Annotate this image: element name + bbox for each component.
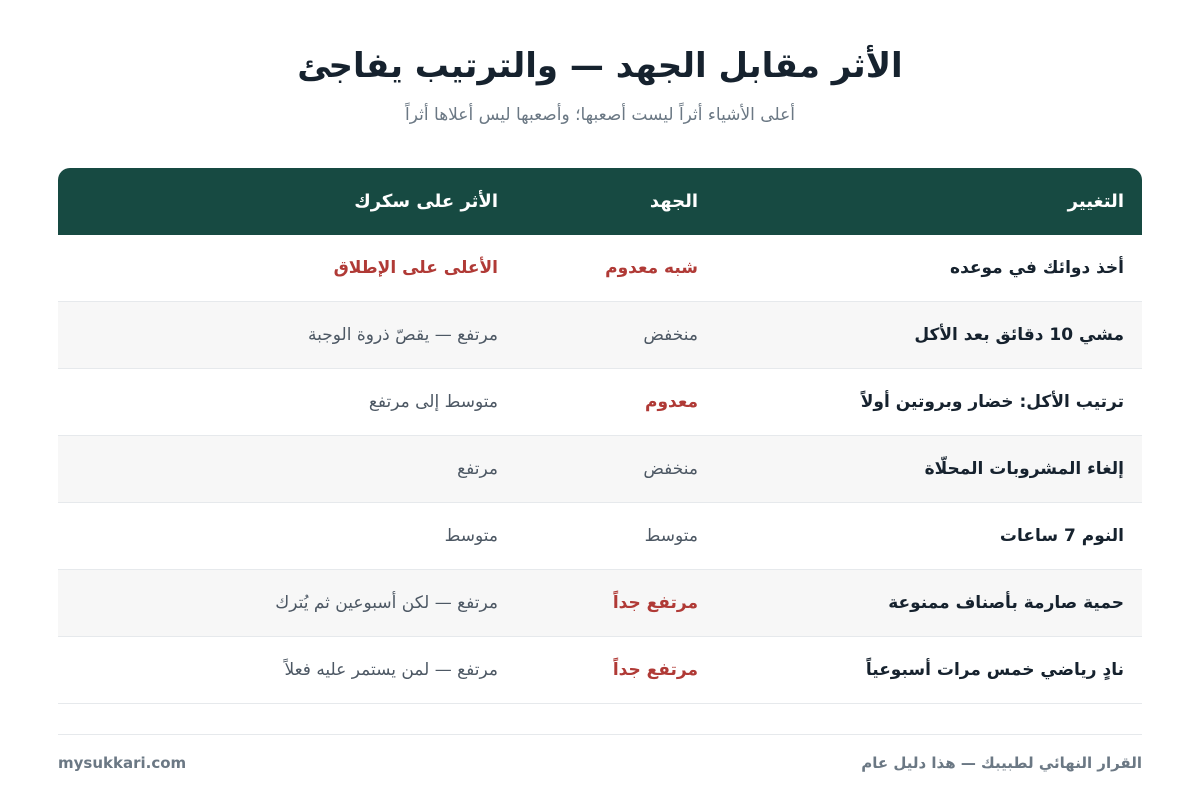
effort-cell: مرتفع جداً (612, 593, 698, 613)
effort-cell: منخفض (643, 459, 698, 479)
table-header-row (58, 168, 1142, 235)
table-row (58, 436, 1142, 503)
impact-cell: مرتفع — لمن يستمر عليه فعلاً (284, 660, 498, 680)
table-row (58, 503, 1142, 570)
effort-cell: متوسط (644, 526, 698, 546)
impact-cell: مرتفع — يقصّ ذروة الوجبة (308, 325, 498, 345)
impact-cell: الأعلى على الإطلاق (333, 258, 498, 278)
page-title: الأثر مقابل الجهد — والترتيب يفاجئ (297, 46, 903, 86)
table-row (58, 570, 1142, 637)
footer-site-link[interactable]: mysukkari.com (58, 754, 187, 772)
change-cell: إلغاء المشروبات المحلّاة (924, 459, 1124, 479)
page-header (0, 42, 1200, 128)
impact-cell: مرتفع (457, 459, 498, 479)
footer-divider (58, 734, 1142, 735)
effort-cell: معدوم (645, 392, 698, 412)
column-header-effort: الجهد (649, 190, 698, 212)
comparison-table (58, 168, 1142, 704)
footer-disclaimer: القرار النهائي لطبيبك — هذا دليل عام (861, 754, 1142, 772)
impact-cell: متوسط (444, 526, 498, 546)
impact-cell: متوسط إلى مرتفع (368, 392, 498, 412)
table-row (58, 369, 1142, 436)
effort-cell: منخفض (643, 325, 698, 345)
change-cell: أخذ دوائك في موعده (950, 258, 1124, 278)
page-subtitle: أعلى الأشياء أثراً ليست أصعبها؛ وأصعبها ليس أعلاها أثراً (405, 105, 795, 125)
table-row (58, 637, 1142, 704)
change-cell: مشي 10 دقائق بعد الأكل (914, 325, 1124, 345)
change-cell: حمية صارمة بأصناف ممنوعة (888, 593, 1124, 613)
column-header-change: التغيير (1067, 190, 1124, 212)
change-cell: النوم 7 ساعات (999, 526, 1124, 546)
change-cell: نادٍ رياضي خمس مرات أسبوعياً (865, 660, 1124, 680)
change-cell: ترتيب الأكل: خضار وبروتين أولاً (860, 392, 1124, 412)
column-header-impact: الأثر على سكرك (354, 190, 498, 212)
table-row (58, 235, 1142, 302)
table-row (58, 302, 1142, 369)
impact-cell: مرتفع — لكن أسبوعين ثم يُترك (275, 593, 498, 613)
effort-cell: شبه معدوم (605, 258, 698, 278)
effort-cell: مرتفع جداً (612, 660, 698, 680)
